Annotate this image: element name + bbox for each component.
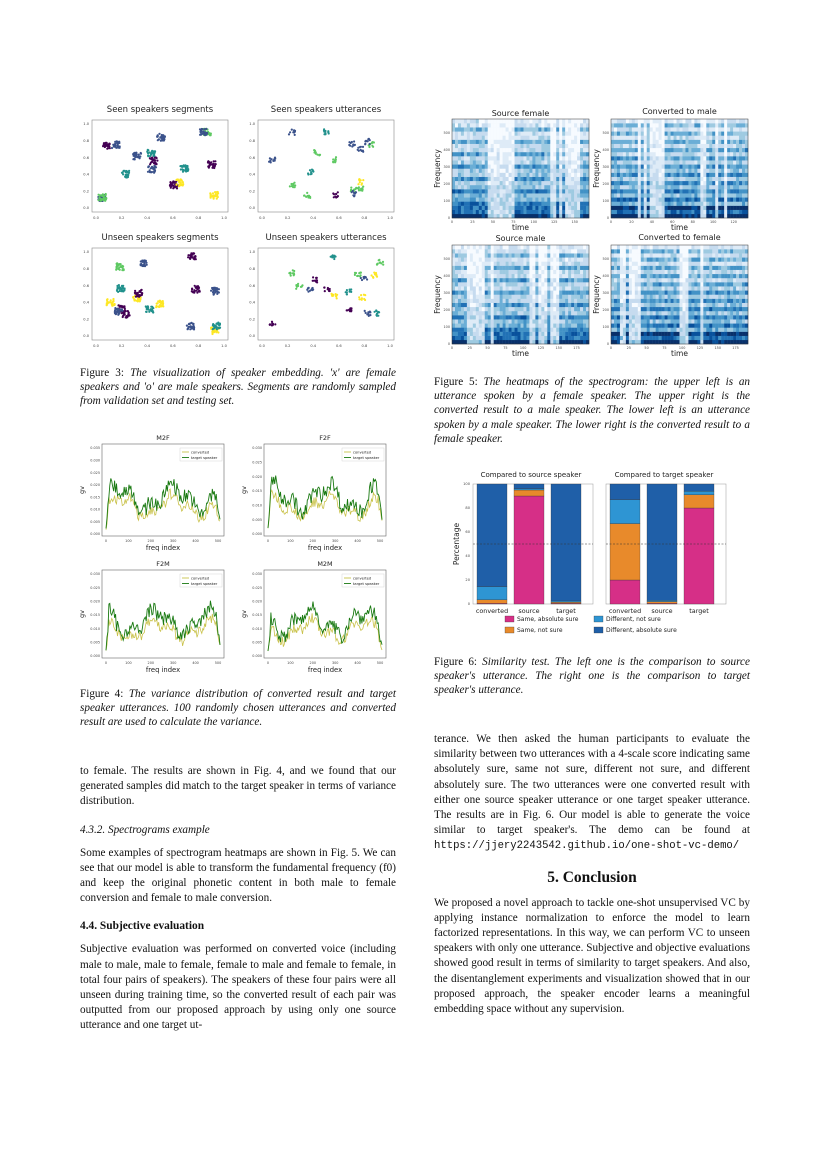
x-tick-label: 1.0 [387,216,393,220]
x-tick-label: 1.0 [221,344,227,348]
y-tick-label: 0.010 [252,626,262,631]
y-tick-label: 0.005 [252,517,262,522]
y-tick-label: 300 [443,164,450,169]
x-tick-label: 0.2 [284,216,291,220]
y-tick-label: 0.6 [83,155,89,160]
x-tick-label: 500 [376,661,384,665]
x-tick-label: 0.8 [361,344,368,348]
caption-label: Figure 3: [80,367,124,379]
x-tick-label: 300 [169,539,177,543]
x-tick-label: 25 [467,346,472,350]
x-tick-label: 1.0 [387,344,393,348]
x-tick-label: 100 [125,539,132,543]
x-tick-label: 500 [214,661,222,665]
y-tick-label: 0.0 [83,334,89,339]
y-tick-label: 0.0 [83,206,89,211]
x-tick-label: 100 [287,539,294,543]
legend-label: target speaker [353,455,380,460]
x-tick-label: 80 [690,220,695,224]
x-tick-label: 0.0 [259,216,265,220]
x-tick-label: 60 [670,220,675,224]
legend-label: target speaker [353,581,380,586]
x-tick-label: 200 [309,539,317,543]
caption-text: The variance distribution of converted result and target speaker utterances. 100 randomly chosen utterances and converted result are used to calculate the variance. [80,688,397,729]
panel-title: M2M [317,560,333,568]
y-tick-label: 0.030 [252,446,262,451]
legend-label: converted [191,450,210,455]
y-tick-label: 0.8 [83,267,89,271]
x-axis-label: time [512,349,529,358]
x-axis-label: freq index [307,666,343,674]
y-tick-label: 0.005 [252,640,262,645]
y-tick-label: 0.020 [252,474,262,479]
y-tick-label: 200 [443,182,450,187]
x-axis-label: freq index [145,666,181,674]
y-tick-label: 0.000 [252,654,262,659]
y-tick-label: 0 [606,216,609,221]
y-tick-label: 0.4 [249,172,255,177]
x-tick-label: 75 [503,346,508,350]
legend-label: converted [191,576,210,581]
x-tick-label: 0 [104,539,108,543]
panel-title: F2F [319,434,331,442]
y-axis-label: gv [78,486,86,494]
y-tick-label: 0.025 [252,585,262,590]
x-axis-label: freq index [307,544,343,552]
y-tick-label: 0.020 [90,483,100,488]
x-tick-label: 0.0 [93,216,99,220]
y-tick-label: 1.0 [83,250,89,255]
x-axis-label: time [512,223,529,232]
y-tick-label: 500 [443,256,450,261]
y-tick-label: 0 [447,216,450,221]
y-tick-label: 200 [443,308,450,313]
y-tick-label: 0.6 [83,283,89,288]
panel-title: Seen speakers segments [106,105,214,115]
x-tick-label: 0 [104,661,108,665]
x-tick-label: 0.4 [144,216,151,220]
y-tick-label: 0.2 [249,317,255,322]
y-axis-label: Frequency [433,275,442,314]
y-axis-label: gv [78,610,86,618]
y-tick-label: 0.6 [249,283,255,288]
x-tick-label: 400 [354,539,361,543]
x-tick-label: 0 [609,220,613,224]
y-tick-label: 0.000 [90,532,100,537]
y-axis-label: gv [240,610,248,618]
x-tick-label: 0.2 [118,216,125,220]
y-tick-label: 400 [443,147,450,152]
y-tick-label: 1.0 [83,122,89,127]
x-tick-label: 50 [485,346,490,350]
x-tick-label: 100 [709,220,717,224]
x-tick-label: 0.8 [361,216,368,220]
x-tick-label: 125 [550,220,558,224]
x-tick-label: 0.8 [195,216,202,220]
y-tick-label: 500 [602,130,609,135]
caption-text: The visualization of speaker embedding. 'x' are female speakers and 'o' are male speakers. Segments are randomly sampled from validation set and testing set. [80,367,396,408]
y-tick-label: 0.2 [249,189,255,194]
y-tick-label: 1.0 [249,250,255,255]
y-tick-label: 0.015 [90,613,100,618]
y-tick-label: 100 [602,199,609,204]
y-tick-label: 0.8 [83,139,89,143]
y-tick-label: 400 [443,273,450,278]
y-tick-label: 0.025 [90,470,100,475]
x-tick-label: 0 [266,661,270,665]
caption-label: Figure 4: [80,688,124,700]
y-tick-label: 0.0 [249,334,255,339]
y-tick-label: 0.4 [249,300,255,305]
x-tick-label: 75 [511,220,516,224]
y-tick-label: 0.8 [249,139,255,143]
x-tick-label: 1.0 [221,216,227,220]
x-tick-label: 0 [450,346,454,350]
y-tick-label: 0 [447,342,450,347]
x-tick-label: 100 [287,661,294,665]
y-tick-label: 0.010 [90,507,100,512]
y-tick-label: 0.6 [249,155,255,160]
x-tick-label: 0.0 [259,344,265,348]
y-tick-label: 0.025 [90,585,100,590]
x-tick-label: 0.2 [118,344,125,348]
y-tick-label: 0.030 [90,458,100,463]
x-tick-label: 300 [169,661,177,665]
y-tick-label: 0.010 [252,503,262,508]
panel-title: F2M [156,560,170,568]
x-tick-label: 40 [649,220,655,224]
x-tick-label: 0 [266,539,270,543]
legend-label: converted [353,576,372,581]
x-tick-label: 100 [125,661,132,665]
y-tick-label: 0.000 [90,654,100,659]
x-tick-label: 0 [450,220,454,224]
y-axis-label: Frequency [592,149,601,188]
y-tick-label: 100 [443,325,450,330]
x-tick-label: 300 [331,661,339,665]
y-tick-label: 300 [443,290,450,295]
y-tick-label: 0.015 [252,613,262,618]
y-tick-label: 0.005 [90,519,100,524]
y-tick-label: 1.0 [249,122,255,127]
x-tick-label: 300 [331,539,339,543]
panel-title: Unseen speakers utterances [265,233,387,243]
panel-title: Converted to male [642,107,717,116]
x-axis-label: time [671,223,688,232]
legend-label: target speaker [191,455,218,460]
panel-title: Source female [491,109,550,118]
y-tick-label: 0.0 [249,206,255,211]
x-tick-label: 0.0 [93,344,99,348]
figure-4-caption [80,687,396,730]
panel-title: Unseen speakers segments [101,233,219,243]
y-tick-label: 400 [602,147,609,152]
y-tick-label: 0.030 [252,572,262,577]
x-tick-label: 150 [571,220,578,224]
y-tick-label: 0.025 [252,460,262,465]
y-tick-label: 0.005 [90,640,100,645]
y-axis-label: gv [240,486,248,494]
y-tick-label: 0.4 [83,172,89,177]
x-tick-label: 500 [376,539,384,543]
x-tick-label: 200 [147,661,155,665]
x-tick-label: 20 [629,220,634,224]
x-axis-label: freq index [145,544,181,552]
x-tick-label: 100 [519,346,527,350]
x-tick-label: 120 [730,220,737,224]
y-tick-label: 0.4 [83,300,89,305]
x-tick-label: 400 [192,661,199,665]
y-tick-label: 300 [602,164,609,169]
x-tick-label: 125 [537,346,545,350]
y-tick-label: 0.8 [249,267,255,271]
y-tick-label: 100 [443,199,450,204]
legend-label: target speaker [191,581,218,586]
x-tick-label: 100 [530,220,538,224]
panel-title: M2F [156,434,170,442]
x-tick-label: 200 [309,661,317,665]
y-tick-label: 0.020 [90,599,100,604]
y-tick-label: 0.035 [90,446,100,451]
y-tick-label: 0.015 [252,489,262,494]
x-tick-label: 25 [470,220,475,224]
y-tick-label: 0.000 [252,532,262,537]
x-tick-label: 50 [490,220,496,224]
x-tick-label: 500 [214,539,222,543]
x-tick-label: 0.4 [144,344,151,348]
x-tick-label: 0.4 [310,216,317,220]
x-tick-label: 0.6 [169,344,176,348]
y-tick-label: 0.015 [90,495,100,500]
y-tick-label: 0.030 [90,572,100,577]
x-tick-label: 0.2 [284,344,291,348]
y-tick-label: 200 [602,182,609,187]
x-tick-label: 400 [192,539,199,543]
y-tick-label: 0.2 [83,317,89,322]
y-tick-label: 0.2 [83,189,89,194]
x-tick-label: 150 [555,346,562,350]
x-tick-label: 0.8 [195,344,202,348]
panel-title: Converted to female [638,233,721,242]
x-tick-label: 200 [147,539,155,543]
y-axis-label: Frequency [433,149,442,188]
panel-title: Source male [495,234,546,243]
x-tick-label: 0.6 [169,216,176,220]
x-tick-label: 400 [354,661,361,665]
panel-title: Seen speakers utterances [270,105,382,115]
x-tick-label: 0.6 [335,344,342,348]
legend-label: converted [353,450,372,455]
x-tick-label: 0.6 [335,216,342,220]
y-tick-label: 0.010 [90,626,100,631]
x-tick-label: 175 [573,346,580,350]
x-tick-label: 0.4 [310,344,317,348]
y-tick-label: 0.020 [252,599,262,604]
y-tick-label: 500 [443,130,450,135]
